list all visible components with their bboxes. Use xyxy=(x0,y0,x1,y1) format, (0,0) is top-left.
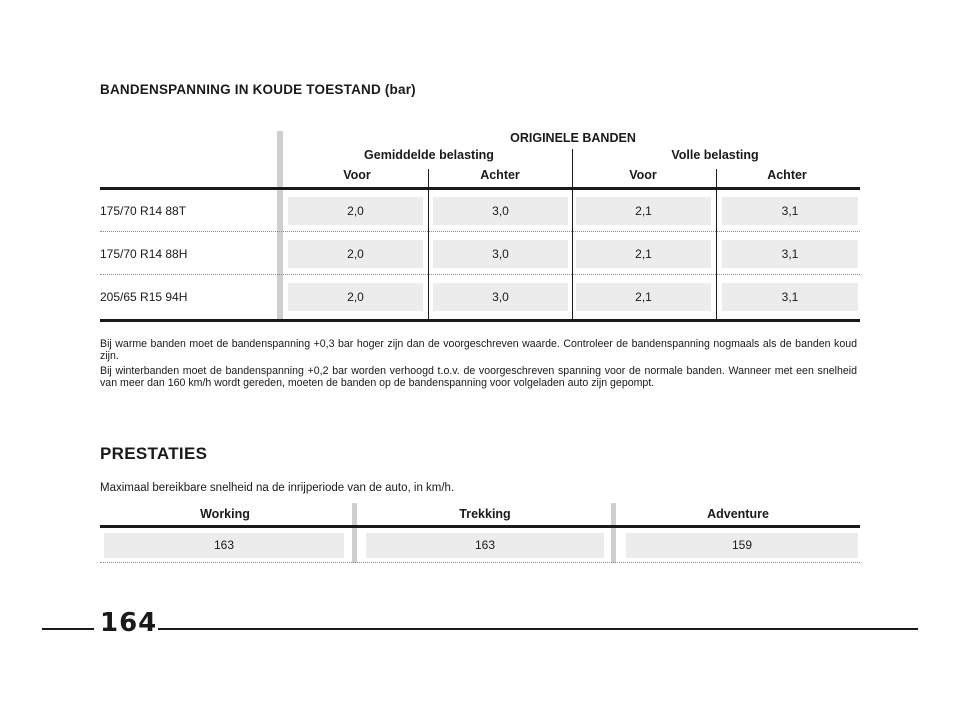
pressure-cell: 3,1 xyxy=(722,283,858,311)
load-header-full: Volle belasting xyxy=(671,148,759,162)
pressure-cell: 2,1 xyxy=(576,283,711,311)
row-separator xyxy=(100,274,860,275)
pressure-cell: 2,1 xyxy=(576,197,711,225)
pressure-cell: 3,0 xyxy=(433,283,568,311)
pressure-cell: 3,0 xyxy=(433,197,568,225)
pressure-cell: 2,0 xyxy=(288,283,423,311)
version-header-adventure: Adventure xyxy=(707,507,769,521)
axle-header-rear-2: Achter xyxy=(767,168,807,182)
note-warm-tyres: Bij warme banden moet de bandenspanning +0,3 bar hoger zijn dan de voorgeschreven waarde. Controleer de bandenspanning nogmaals als de banden koud zijn. xyxy=(100,338,857,362)
tyre-size-label: 205/65 R15 94H xyxy=(100,290,188,304)
pressure-cell: 2,1 xyxy=(576,240,711,268)
pressure-cell: 2,0 xyxy=(288,197,423,225)
note-winter-tyres: Bij winterbanden moet de bandenspanning +0,2 bar worden verhoogd t.o.v. de voorgeschreven spanning voor de normale banden. Wanneer met een snelheid van meer dan 160 km/h wordt gereden, moeten de banden op de bandenspanning voor volgeladen auto zijn gepompt. xyxy=(100,365,857,389)
footer-rule-right xyxy=(158,628,918,630)
table-column-divider xyxy=(352,503,357,563)
column-line-3 xyxy=(716,169,717,321)
pressure-cell: 3,1 xyxy=(722,240,858,268)
axle-header-rear-1: Achter xyxy=(480,168,520,182)
axle-header-front-2: Voor xyxy=(629,168,657,182)
speed-cell: 163 xyxy=(104,533,344,558)
row-separator xyxy=(100,231,860,232)
table-bottom-rule xyxy=(100,319,860,322)
pressure-cell: 3,0 xyxy=(433,240,568,268)
table-header-rule xyxy=(100,187,860,190)
column-line-load-divider xyxy=(572,149,573,321)
load-header-average: Gemiddelde belasting xyxy=(364,148,494,162)
version-header-trekking: Trekking xyxy=(459,507,511,521)
performance-intro: Maximaal bereikbare snelheid na de inrijperiode van de auto, in km/h. xyxy=(100,482,455,494)
version-header-working: Working xyxy=(200,507,250,521)
pressure-cell: 3,1 xyxy=(722,197,858,225)
group-title: ORIGINELE BANDEN xyxy=(510,131,636,145)
table-column-divider xyxy=(277,131,283,321)
speed-cell: 159 xyxy=(626,533,858,558)
pressure-cell: 2,0 xyxy=(288,240,423,268)
section-title-tyre-pressure: BANDENSPANNING IN KOUDE TOESTAND (bar) xyxy=(100,82,416,97)
speed-cell: 163 xyxy=(366,533,604,558)
table-column-divider xyxy=(611,503,616,563)
section-title-performance: PRESTATIES xyxy=(100,444,208,463)
tyre-size-label: 175/70 R14 88H xyxy=(100,247,188,261)
axle-header-front-1: Voor xyxy=(343,168,371,182)
footer-rule-left xyxy=(42,628,94,630)
table-bottom-rule xyxy=(100,562,860,563)
column-line-1 xyxy=(428,169,429,321)
tyre-size-label: 175/70 R14 88T xyxy=(100,204,187,218)
page-number: 164 xyxy=(100,608,158,638)
table-header-rule xyxy=(100,525,860,528)
